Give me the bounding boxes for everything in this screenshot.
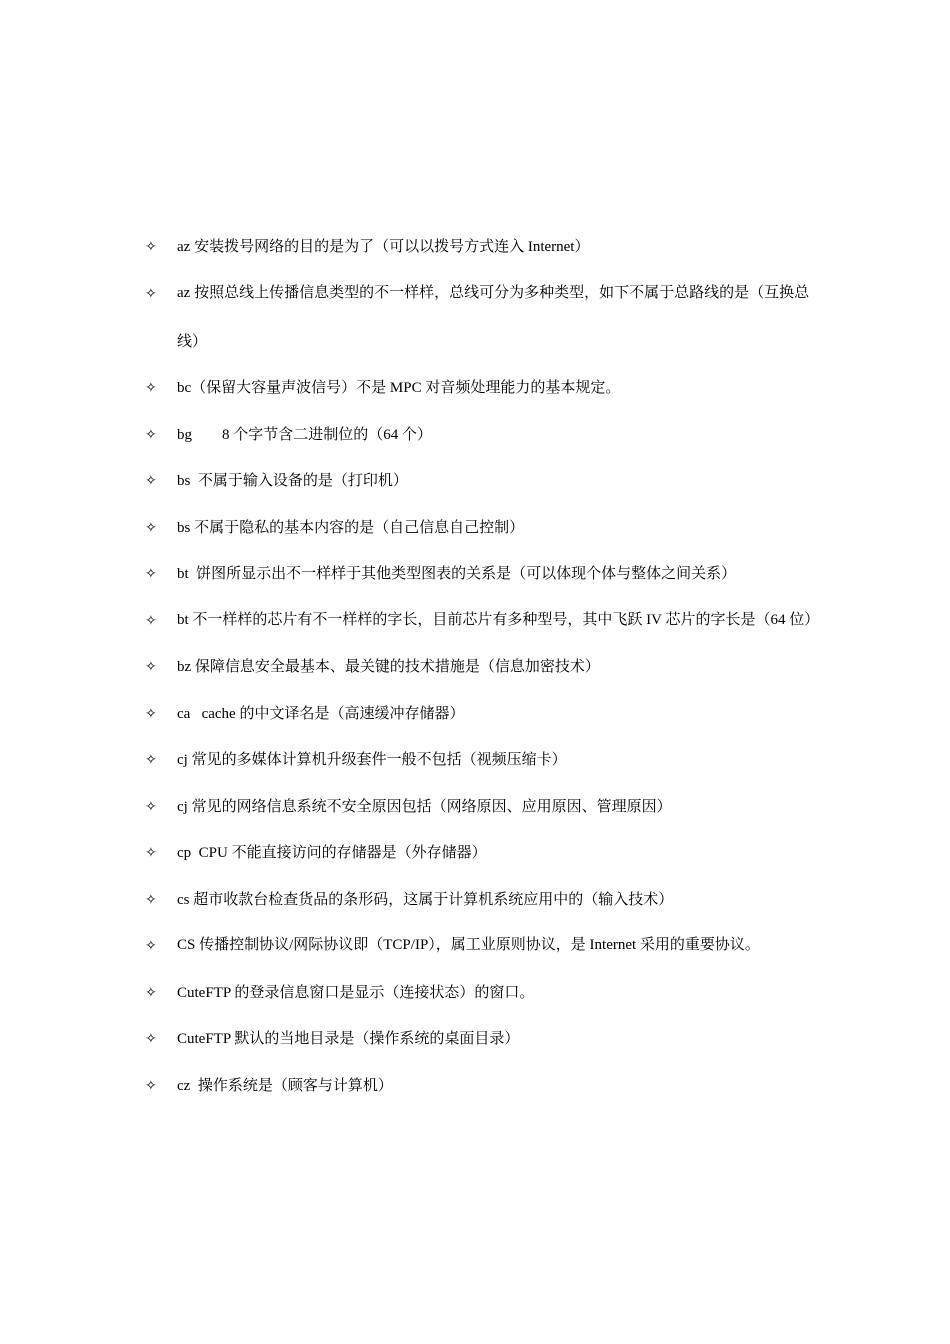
list-item-text: CuteFTP 默认的当地目录是（操作系统的桌面目录） (177, 1031, 520, 1047)
list-item (145, 1061, 825, 1111)
diamond-bullet-icon: ✧ (145, 1077, 157, 1094)
list-item-text: az 按照总线上传播信息类型的不一样样，总线可分为多种类型，如下不属于总路线的是（互换总线） (177, 284, 810, 350)
bullet-list (145, 222, 825, 1107)
diamond-bullet-icon: ✧ (145, 612, 157, 629)
list-item-text: CS 传播控制协议/网际协议即（TCP/IP），属工业原则协议，是 Internet 采用的重要协议。 (177, 937, 760, 953)
list-item (145, 549, 825, 599)
list-item-text: az 安装拨号网络的目的是为了（可以以拨号方式连入 Internet） (177, 239, 590, 255)
diamond-bullet-icon: ✧ (145, 705, 157, 722)
list-item (145, 456, 825, 506)
list-item (145, 875, 825, 925)
list-item (145, 689, 825, 739)
list-item-text: bs 不属于输入设备的是（打印机） (177, 473, 408, 489)
list-item-text: ca cache 的中文译名是（高速缓冲存储器） (177, 705, 465, 722)
list-item (145, 921, 825, 971)
diamond-bullet-icon: ✧ (145, 285, 157, 302)
list-item-text: CuteFTP 的登录信息窗口是显示（连接状态）的窗口。 (177, 984, 535, 1001)
diamond-bullet-icon: ✧ (145, 659, 157, 675)
list-item-text: cj 常见的网络信息系统不安全原因包括（网络原因、应用原因、管理原因） (177, 798, 672, 815)
list-item-text: bc（保留大容量声波信号）不是 MPC 对音频处理能力的基本规定。 (177, 380, 621, 396)
list-item (145, 735, 825, 785)
list-item (145, 828, 825, 878)
list-item (145, 503, 825, 553)
list-item-text: bt 不一样样的芯片有不一样样的字长，目前芯片有多种型号，其中飞跃 IV 芯片的字长是（64 位） (177, 611, 820, 628)
list-item-text: cp CPU 不能直接访问的存储器是（外存储器） (177, 845, 487, 861)
diamond-bullet-icon: ✧ (145, 566, 157, 582)
diamond-bullet-icon: ✧ (145, 798, 157, 815)
diamond-bullet-icon: ✧ (145, 380, 157, 396)
diamond-bullet-icon: ✧ (145, 519, 157, 536)
list-item (145, 410, 825, 460)
list-item (145, 222, 825, 272)
list-item-text: bs 不属于隐私的基本内容的是（自己信息自己控制） (177, 519, 525, 536)
list-item-text: bg 8 个字节含二进制位的（64 个） (177, 426, 433, 443)
diamond-bullet-icon: ✧ (145, 891, 157, 908)
list-item-text: bz 保障信息安全最基本、最关键的技术措施是（信息加密技术） (177, 659, 600, 675)
list-item-text: cz 操作系统是（顾客与计算机） (177, 1077, 393, 1094)
diamond-bullet-icon: ✧ (145, 845, 157, 861)
diamond-bullet-icon: ✧ (145, 984, 157, 1001)
list-item (145, 269, 825, 367)
list-item (145, 782, 825, 832)
list-item (145, 642, 825, 692)
list-item (145, 1014, 825, 1064)
diamond-bullet-icon: ✧ (145, 426, 157, 443)
list-item (145, 596, 825, 646)
list-item (145, 968, 825, 1018)
list-item-text: cs 超市收款台检查货品的条形码，这属于计算机系统应用中的（输入技术） (177, 891, 674, 908)
list-item (145, 363, 825, 413)
diamond-bullet-icon: ✧ (145, 938, 157, 954)
diamond-bullet-icon: ✧ (145, 239, 157, 255)
diamond-bullet-icon: ✧ (145, 1031, 157, 1047)
list-item-text: cj 常见的多媒体计算机升级套件一般不包括（视频压缩卡） (177, 752, 567, 768)
list-item-text: bt 饼图所显示出不一样样于其他类型图表的关系是（可以体现个体与整体之间关系） (177, 566, 737, 582)
diamond-bullet-icon: ✧ (145, 752, 157, 768)
diamond-bullet-icon: ✧ (145, 473, 157, 489)
